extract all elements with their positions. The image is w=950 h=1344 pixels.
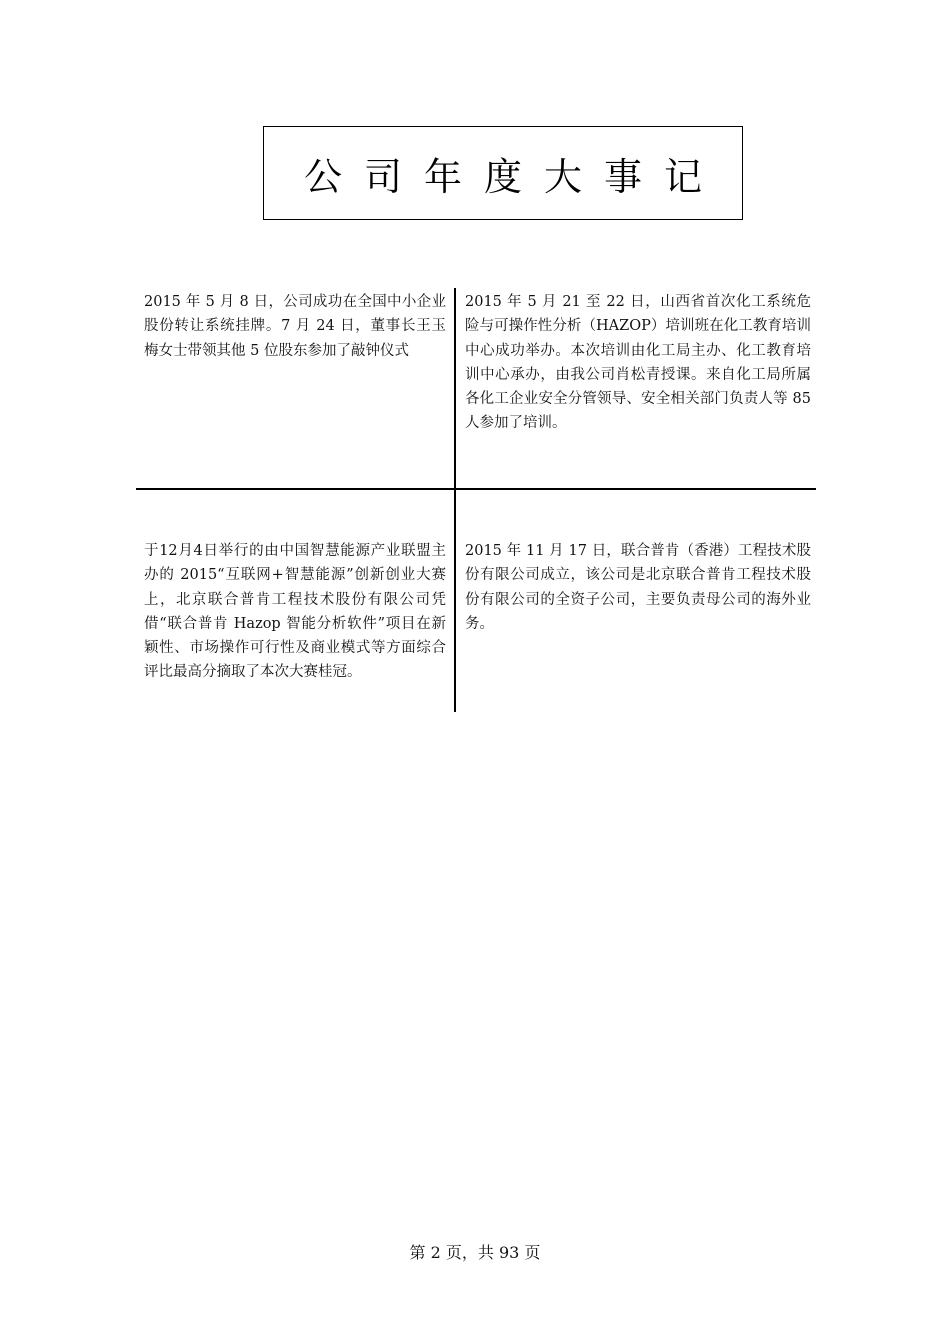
page-number-footer: 第 2 页，共 93 页	[409, 1243, 541, 1262]
grid-horizontal-divider	[136, 488, 816, 490]
title-box	[263, 126, 743, 220]
event-cell-bottom-right: 2015 年 11 月 17 日，联合普肯（香港）工程技术股份有限公司成立，该公司是北京联合普肯工程技术股份有限公司的全资子公司，主要负责母公司的海外业务。	[465, 543, 811, 632]
events-grid	[136, 288, 816, 714]
event-cell-top-left: 2015 年 5 月 8 日，公司成功在全国中小企业股份转让系统挂牌。7 月 24 日，董事长王玉梅女士带领其他 5 位股东参加了敲钟仪式	[144, 294, 446, 359]
event-cell-top-right: 2015 年 5 月 21 至 22 日，山西省首次化工系统危险与可操作性分析（HAZOP）培训班在化工教育培训中心成功举办。本次培训由化工局主办、化工教育培训中心承办，由我公司肖松青授课。来自化工局所属各化工企业安全分管领导、安全相关部门负责人等 85 人参加了培训。	[465, 294, 811, 432]
event-cell-bottom-left: 于12月4日举行的由中国智慧能源产业联盟主办的 2015“互联网+智慧能源”创新创业大赛上，北京联合普肯工程技术股份有限公司凭借“联合普肯 Hazop 智能分析软件”项目在新颖性、市场操作可行性及商业模式等方面综合评比最高分摘取了本次大赛桂冠。	[144, 543, 446, 681]
page-title: 公司年度大事记	[303, 154, 724, 199]
grid-vertical-divider	[454, 288, 456, 712]
